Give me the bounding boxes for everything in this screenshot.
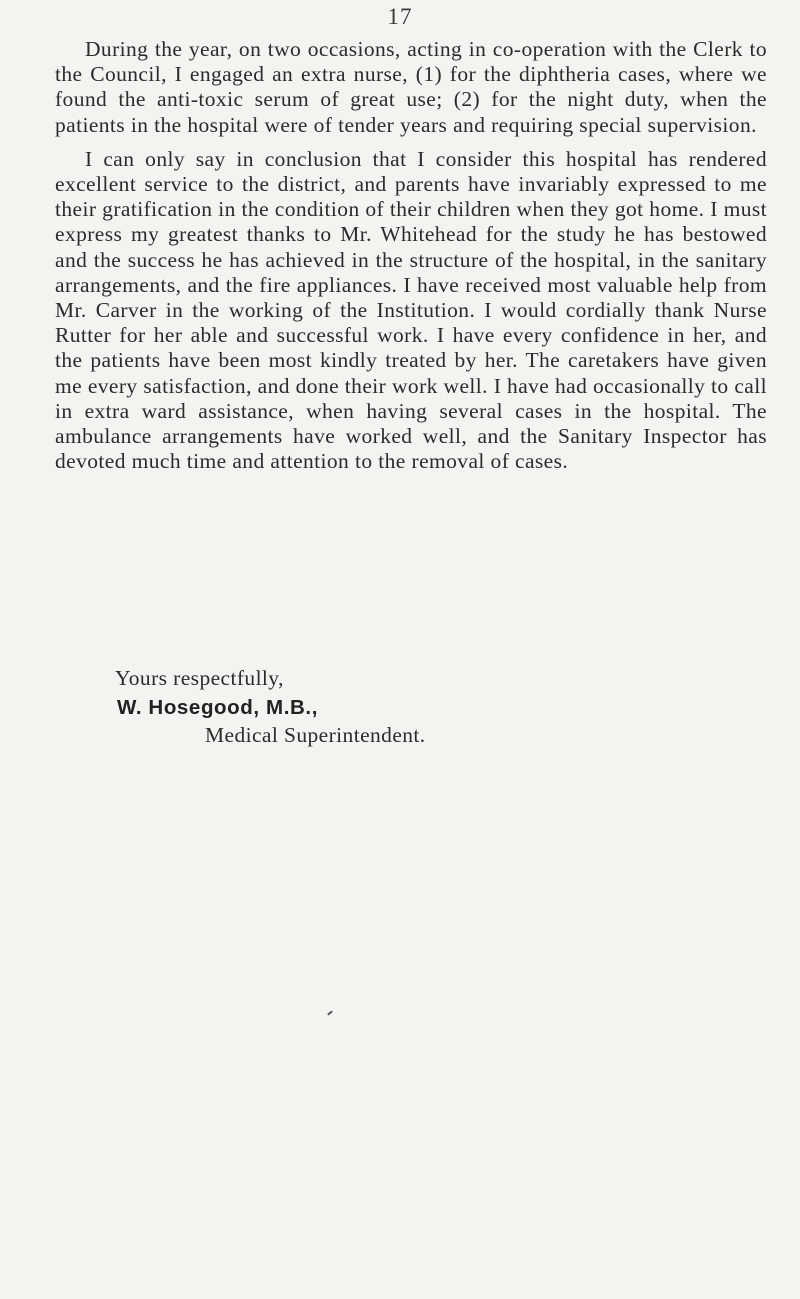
letter-body [55,37,767,474]
ink-speck [327,1010,333,1015]
paragraph: I can only say in conclusion that I consider this hospital has rendered excellent service to the district, and parents have invariably expressed to me their gratification in the condition of their children when they got home. I must express my greatest thanks to Mr. Whitehead for the study he has bestowed and the success he has achieved in the structure of the hospital, in the sanitary arrangements, and the fire appliances. I have received most valuable help from Mr. Carver in the working of the Institution. I would cordially thank Nurse Rutter for her able and successful work. I have every confidence in her, and the patients have been most kindly treated by her. The caretakers have given me every satisfaction, and done their work well. I have had occasionally to call in extra ward assistance, when having several cases in the hospital. The ambulance arrangements have worked well, and the Sanitary Inspector has devoted much time and attention to the removal of cases. [55,146,767,474]
signer-title: Medical Superintendent. [205,723,426,747]
closing-salutation: Yours respectfully, [115,666,284,690]
paragraph: During the year, on two occasions, acting in co-operation with the Clerk to the Council, I engaged an extra nurse, (1) for the diphtheria cases, where we found the anti-toxic serum of great use; (2) for the night duty, when the patients in the hospital were of tender years and requiring special supervision. [55,37,767,137]
page-number: 17 [387,4,413,29]
signer-name: W. Hosegood, M.B., [117,696,318,719]
